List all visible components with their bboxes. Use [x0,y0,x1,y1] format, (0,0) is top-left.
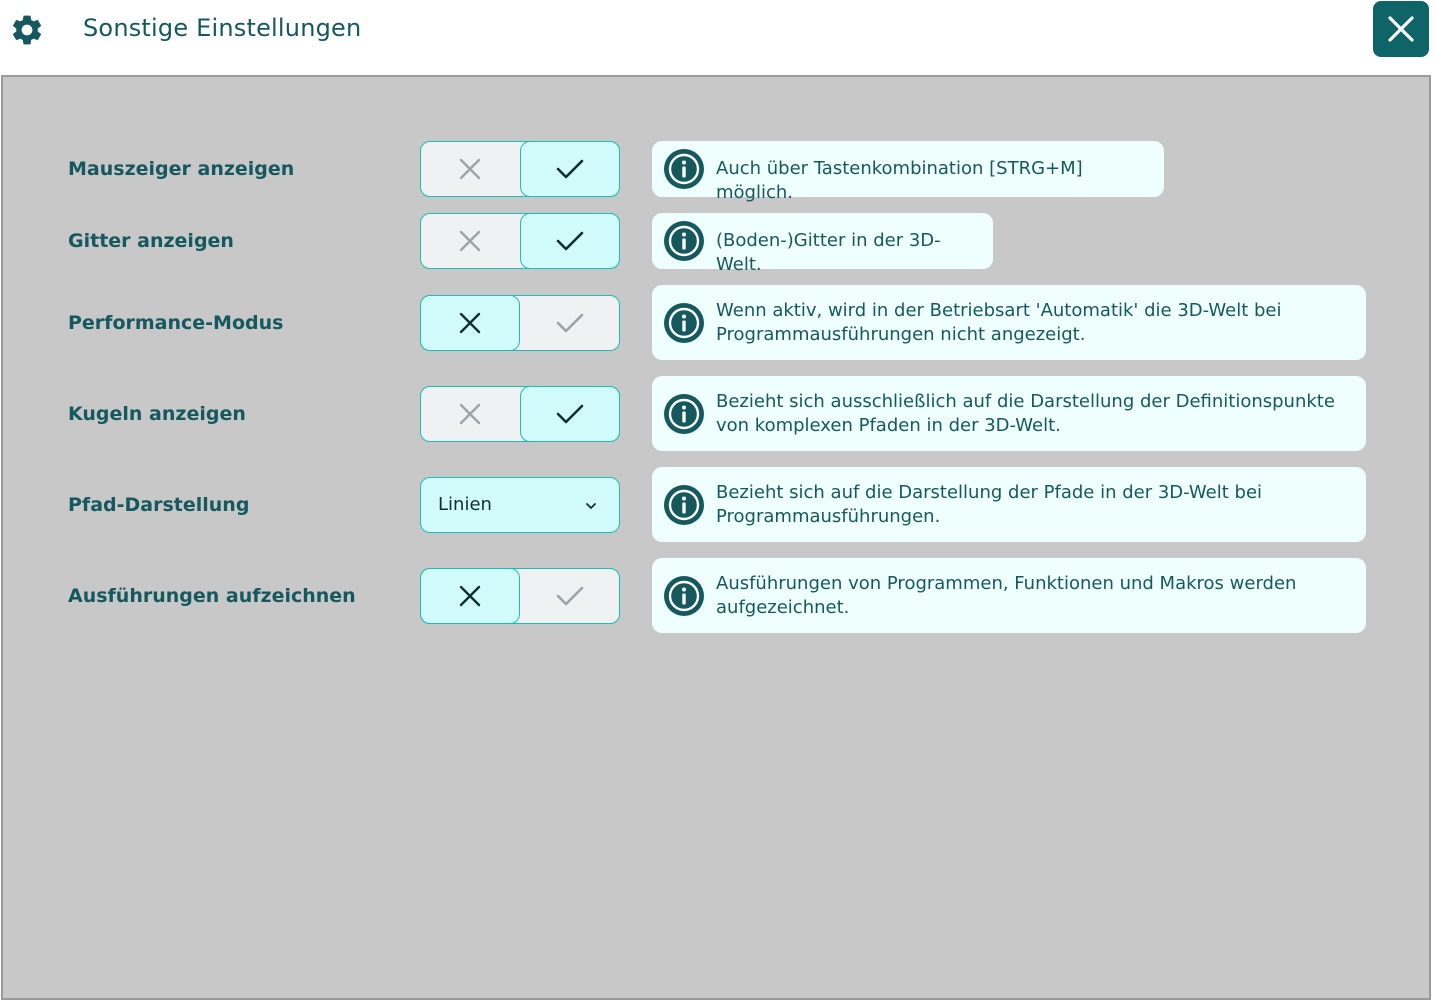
header [0,0,1435,76]
cross-icon [458,157,482,181]
toggle-off-option[interactable] [420,386,520,442]
check-icon [556,311,584,335]
info-box [652,141,1164,203]
toggle-kugeln-anzeigen[interactable] [420,386,620,442]
check-icon [556,584,584,608]
check-icon [556,229,584,253]
cross-icon [458,229,482,253]
select-pfad-darstellung[interactable] [420,477,620,533]
info-box [652,213,993,275]
info-box [652,467,1366,542]
info-box [652,558,1366,633]
info-icon [663,575,705,617]
toggle-ausführungen-aufzeichnen[interactable] [420,568,620,624]
info-text: Wenn aktiv, wird in der Betriebsart 'Automatik' die 3D-Welt bei Programmausführungen nicht angezeigt. [716,300,1282,345]
info-text: Bezieht sich auf die Darstellung der Pfade in der 3D-Welt bei Programmausführungen. [716,482,1263,527]
toggle-gitter-anzeigen[interactable] [420,213,620,269]
cross-icon [458,311,482,335]
info-icon [663,484,705,526]
check-icon [556,402,584,426]
setting-label: Kugeln anzeigen [68,403,246,425]
info-icon [663,302,705,344]
toggle-on-option[interactable] [520,295,620,351]
toggle-on-option[interactable] [520,213,620,269]
info-text: Ausführungen von Programmen, Funktionen und Makros werden aufgezeichnet. [716,573,1297,618]
setting-label: Performance-Modus [68,312,284,334]
info-box [652,376,1366,451]
cross-icon [458,402,482,426]
info-text: (Boden-)Gitter in der 3D-Welt. [716,230,941,275]
select-value: Linien [438,494,492,515]
toggle-off-option[interactable] [420,295,520,351]
check-icon [556,157,584,181]
settings-panel [1,75,1431,1000]
info-icon [663,148,705,190]
toggle-off-option[interactable] [420,213,520,269]
toggle-performance-modus[interactable] [420,295,620,351]
setting-label: Pfad-Darstellung [68,494,250,516]
toggle-on-option[interactable] [520,386,620,442]
info-icon [663,393,705,435]
info-icon [663,220,705,262]
setting-label: Mauszeiger anzeigen [68,158,295,180]
close-button[interactable] [1373,1,1429,57]
setting-label: Gitter anzeigen [68,230,234,252]
cross-icon [458,584,482,608]
close-icon [1386,14,1416,44]
gear-icon [9,12,45,48]
info-box [652,285,1366,360]
info-text: Bezieht sich ausschließlich auf die Darstellung der Definitionspunkte von komplexen Pfaden in der 3D-Welt. [716,391,1335,436]
toggle-on-option[interactable] [520,568,620,624]
toggle-on-option[interactable] [520,141,620,197]
setting-label: Ausführungen aufzeichnen [68,585,356,607]
page-title: Sonstige Einstellungen [83,14,362,42]
chevron-down-icon [583,498,599,514]
toggle-off-option[interactable] [420,568,520,624]
toggle-off-option[interactable] [420,141,520,197]
info-text: Auch über Tastenkombination [STRG+M] möglich. [716,158,1083,203]
toggle-mauszeiger-anzeigen[interactable] [420,141,620,197]
